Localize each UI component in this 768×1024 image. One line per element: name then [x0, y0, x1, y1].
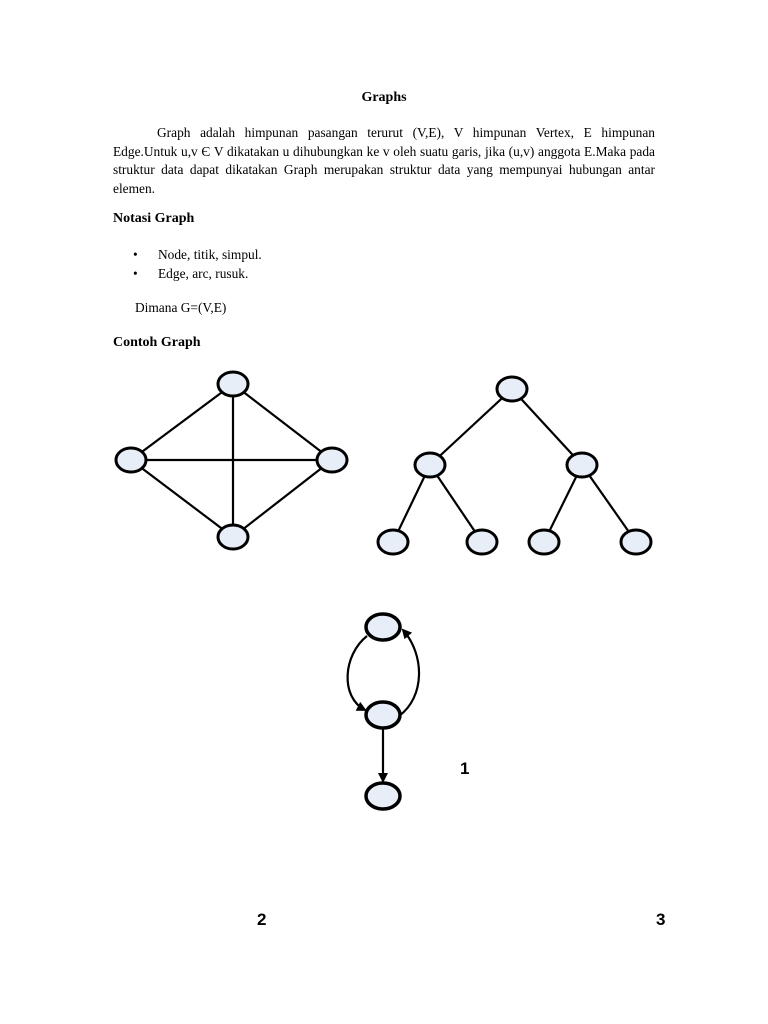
graph-node — [218, 372, 248, 396]
graph-node — [366, 783, 400, 809]
graph-node — [218, 525, 248, 549]
graph-formula: Dimana G=(V,E) — [135, 300, 227, 315]
directed-graph — [348, 614, 419, 809]
tree-graph — [378, 377, 651, 554]
intro-paragraph: Graph adalah himpunan pasangan terurut (V,E), V himpunan Vertex, E himpunan Edge.Untuk u,v Є V dikatakan u dihubungkan ke v oleh suatu garis, jika (u,v) anggota E.Maka pada struktur data dapat dikatakan Graph merupakan struktur data yang mempunyai hubungan antar elemen. — [113, 125, 655, 196]
diamond-graph — [116, 372, 347, 549]
figure-label-2: 2 — [257, 910, 267, 929]
figure-label-3: 3 — [656, 910, 666, 929]
graph-node — [378, 530, 408, 554]
list-item: • Edge, arc, rusuk. — [113, 265, 262, 284]
graph-node — [497, 377, 527, 401]
graph-node — [116, 448, 146, 472]
graph-node — [415, 453, 445, 477]
example-heading: Contoh Graph — [113, 335, 201, 350]
graph-node — [621, 530, 651, 554]
notation-heading: Notasi Graph — [113, 211, 195, 226]
graph-node — [467, 530, 497, 554]
graph-node — [567, 453, 597, 477]
list-item: • Node, titik, simpul. — [113, 246, 262, 265]
graph-node — [366, 614, 400, 640]
graph-node — [366, 702, 400, 728]
figure-label-1: 1 — [460, 759, 470, 778]
graph-node — [529, 530, 559, 554]
graph-node — [317, 448, 347, 472]
page-title: Graphs — [361, 90, 407, 105]
